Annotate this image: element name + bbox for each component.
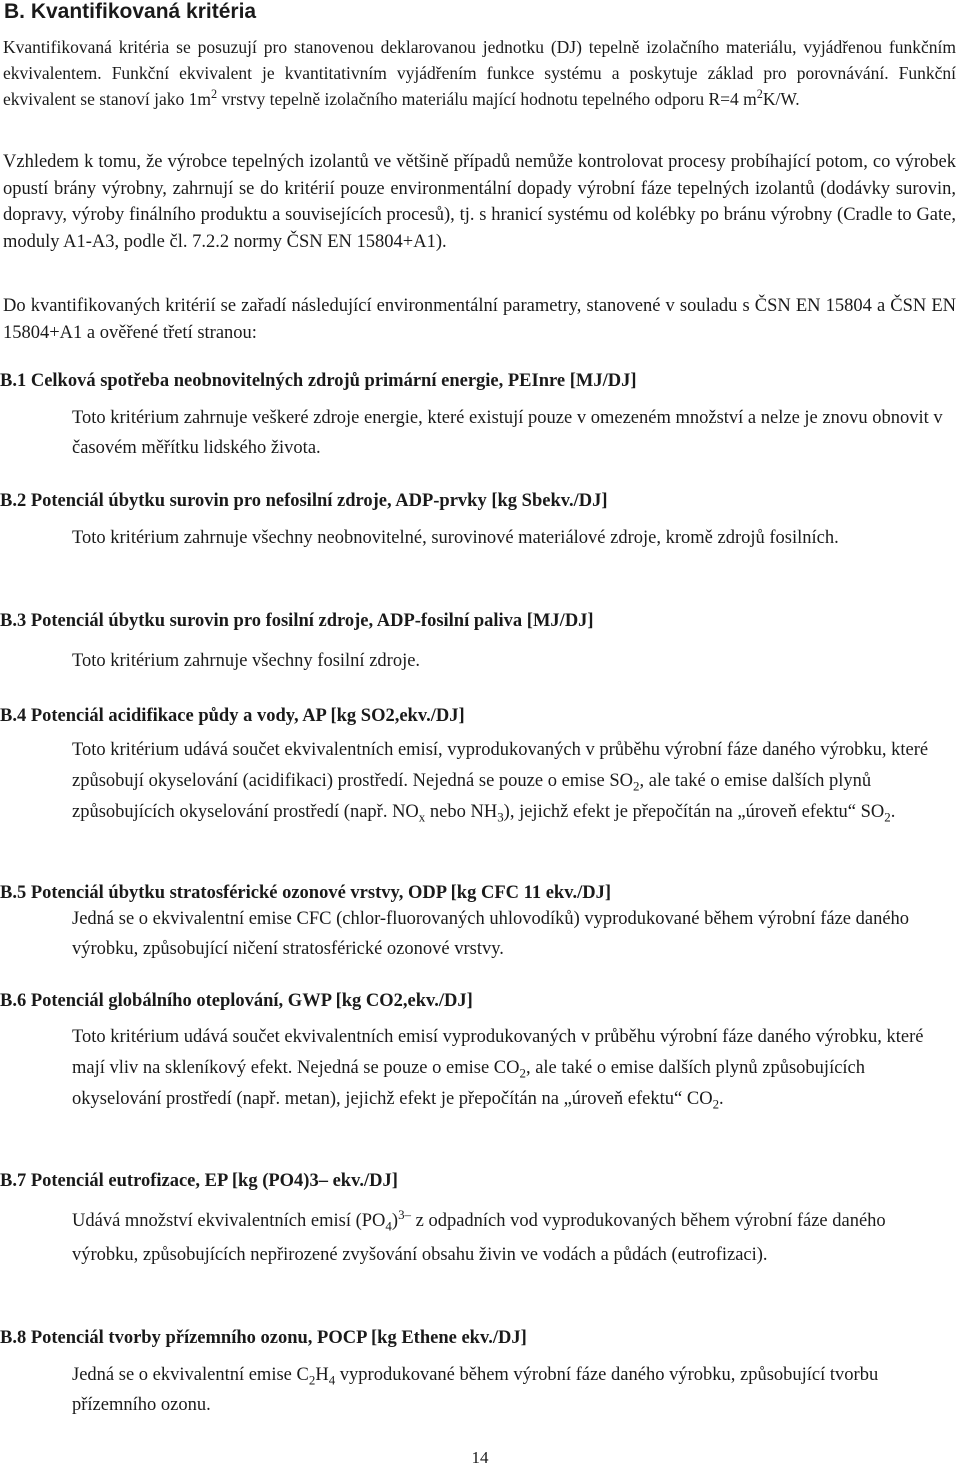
- page-number: 14: [471, 1448, 489, 1467]
- criterion-b3-body: Toto kritérium zahrnuje všechny fosilní zdroje.: [72, 651, 421, 671]
- criterion-b1-title: B.1 Celková spotřeba neobnovitelných zdrojů primární energie, PEInre [MJ/DJ]: [0, 371, 637, 391]
- intro-p1-text-c: K/W.: [762, 89, 800, 109]
- intro-paragraph-2: Vzhledem k tomu, že výrobce tepelných izolantů ve většině případů nemůže kontrolovat procesy probíhající potom, co výrobek opustí brány výrobny, zahrnují se do kritérií pouze environmentální dopady výrobní fáze tepelných izolantů (dodávky surovin, dopravy, výroby finálního produktu a souvisejících procesů), tj. s hranicí systému od kolébky po bránu výrobny (Cradle to Gate, moduly A1-A3, podle čl. 7.2.2 normy ČSN EN 15804+A1).: [3, 152, 956, 252]
- subscript: 2: [712, 1096, 720, 1112]
- subscript: 2: [884, 809, 891, 825]
- intro-p1-text-a: Kvantifikovaná kritéria se posuzují pro stanovenou deklarovanou jednotku (DJ) tepelně izolačního materiálu, vyjádřenou funkčním ekvivalentem. Funkční ekvivalent je kvantitativním vyjádřením funkce systému a poskytuje základ pro porovnávání. Funkční ekvivalent se stanoví jako 1m: [3, 37, 956, 109]
- superscript: 2: [211, 87, 218, 102]
- criterion-b8-text-3: vyprodukované během výrobní fáze daného výrobku, způsobující tvorbu přízemního ozonu.: [72, 1365, 879, 1415]
- criterion-b4-text-1: Toto kritérium udává součet ekvivalentních emisí, vyprodukovaných v průběhu výrobní fáze daného výrobku, které způsobují okyselování (acidifikaci) prostředí. Nejedná se pouze o emise SO: [72, 740, 929, 791]
- criterion-b4-title: B.4 Potenciál acidifikace půdy a vody, AP [kg SO2,ekv./DJ]: [0, 706, 465, 726]
- criterion-b6-body: [72, 1022, 952, 1115]
- superscript: 2: [756, 87, 763, 102]
- criterion-b8-body: [72, 1360, 952, 1420]
- criterion-b4-body: [72, 735, 952, 828]
- criterion-b8-text-2: H: [315, 1365, 329, 1385]
- subscript: 2: [519, 1065, 526, 1081]
- superscript: 3–: [398, 1206, 411, 1222]
- criterion-b6-title: B.6 Potenciál globálního oteplování, GWP [kg CO2,ekv./DJ]: [0, 991, 473, 1011]
- criterion-b5-title: B.5 Potenciál úbytku stratosférické ozonové vrstvy, ODP [kg CFC 11 ekv./DJ]: [0, 883, 611, 903]
- intro-paragraph-3: Do kvantifikovaných kritérií se zařadí následující environmentální parametry, stanovené v souladu s ČSN EN 15804 a ČSN EN 15804+A1 a ověřené třetí stranou:: [3, 296, 956, 343]
- criterion-b7-text-2: ): [391, 1211, 399, 1231]
- criterion-b3-title: B.3 Potenciál úbytku surovin pro fosilní zdroje, ADP-fosilní paliva [MJ/DJ]: [0, 611, 594, 631]
- subscript: 2: [308, 1372, 316, 1388]
- criterion-b4-text-3: nebo NH: [425, 802, 498, 822]
- criterion-b4-text-2: , ale také o emise dalších plynů způsobujících okyselování prostředí (např. NO: [72, 771, 872, 822]
- criterion-b2-body: Toto kritérium zahrnuje všechny neobnovitelné, surovinové materiálové zdroje, kromě zdrojů fosilních.: [72, 528, 839, 548]
- intro-p1-text-b: vrstvy tepelně izolačního materiálu mající hodnotu tepelného odporu R=4 m: [217, 89, 757, 109]
- criterion-b1-body: Toto kritérium zahrnuje veškeré zdroje energie, které existují pouze v omezeném množství a nelze je znovu obnovit v časovém měřítku lidského života.: [72, 408, 943, 458]
- criterion-b7-text-3: z odpadních vod vyprodukovaných během výrobní fáze daného výrobku, způsobujících nepřirozené zvyšování obsahu živin ve vodách a půdách (eutrofizaci).: [72, 1211, 886, 1265]
- criterion-b6-text-3: .: [719, 1089, 724, 1109]
- criterion-b6-text-2: , ale také o emise dalších plynů způsobujících okyselování prostředí (např. metan), jejichž efekt je přepočítán na „úroveň efektu“ CO: [72, 1058, 866, 1109]
- criterion-b2-title: B.2 Potenciál úbytku surovin pro nefosilní zdroje, ADP-prvky [kg Sbekv./DJ]: [0, 491, 608, 511]
- intro-paragraph-1: [3, 34, 956, 112]
- criterion-b8-title: B.8 Potenciál tvorby přízemního ozonu, POCP [kg Ethene ekv./DJ]: [0, 1328, 527, 1348]
- subscript: 3: [497, 809, 504, 825]
- criterion-b4-text-5: .: [890, 802, 896, 822]
- criterion-b6-text-1: Toto kritérium udává součet ekvivalentních emisí vyprodukovaných v průběhu výrobní fáze daného výrobku, které mají vliv na skleníkový efekt. Nejedná se pouze o emise CO: [72, 1027, 924, 1078]
- subscript: x: [418, 809, 426, 825]
- criterion-b5-body: Jedná se o ekvivalentní emise CFC (chlor-fluorovaných uhlovodíků) vyprodukované během výrobní fáze daného výrobku, způsobující ničení stratosférické ozonové vrstvy.: [72, 909, 910, 959]
- section-heading: B. Kvantifikovaná kritéria: [4, 0, 257, 23]
- subscript: 2: [633, 778, 640, 794]
- criterion-b8-text-1: Jedná se o ekvivalentní emise C: [72, 1365, 309, 1385]
- subscript: 4: [328, 1372, 336, 1388]
- criterion-b7-text-1: Udává množství ekvivalentních emisí (PO: [72, 1211, 386, 1231]
- criterion-b4-text-4: ), jejichž efekt je přepočítán na „úroveň efektu“ SO: [503, 802, 885, 822]
- criterion-b7-body: [72, 1204, 952, 1272]
- subscript: 4: [385, 1218, 392, 1234]
- criterion-b7-title: B.7 Potenciál eutrofizace, EP [kg (PO4)3– ekv./DJ]: [0, 1171, 398, 1191]
